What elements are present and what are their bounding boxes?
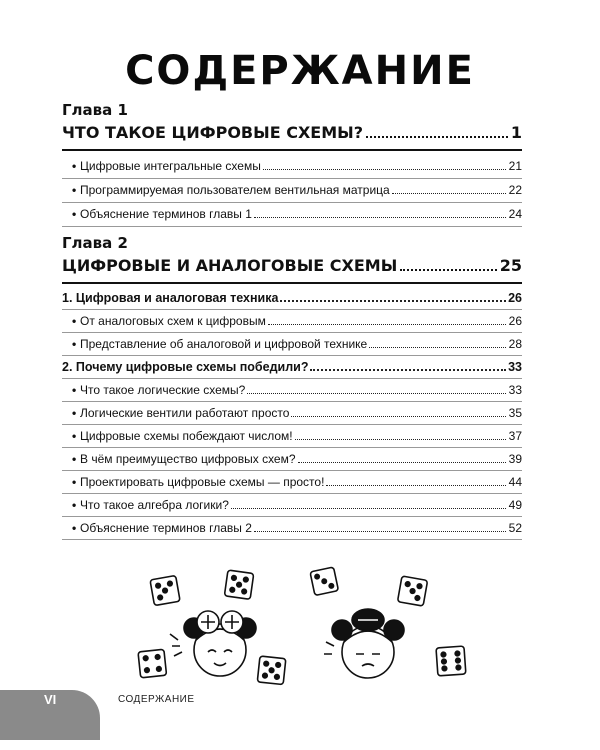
bullet: • <box>72 314 77 328</box>
page-title: СОДЕРЖАНИЕ <box>125 48 475 94</box>
chapter-2-title: ЦИФРОВЫЕ И АНАЛОГОВЫЕ СХЕМЫ <box>62 256 398 275</box>
dot-leader <box>247 392 506 394</box>
bullet: • <box>72 475 77 489</box>
toc-entry[interactable] <box>62 425 522 447</box>
separator <box>62 226 522 227</box>
die-icon <box>224 570 253 599</box>
die-icon <box>150 575 180 605</box>
toc-entry[interactable] <box>62 179 522 201</box>
dot-leader <box>295 438 506 440</box>
dot-leader <box>280 299 506 302</box>
die-icon <box>310 567 338 595</box>
entry-page: 26 <box>508 314 522 328</box>
bullet: • <box>72 337 77 351</box>
dice-girls-illustration <box>130 560 490 695</box>
dot-leader <box>310 368 506 371</box>
entry-page: 28 <box>508 337 522 351</box>
toc-entry[interactable] <box>62 155 522 177</box>
entry-title: В чём преимущество цифровых схем? <box>80 452 296 466</box>
toc-entry[interactable] <box>62 517 522 539</box>
entry-page: 33 <box>508 383 522 397</box>
toc-section-entry[interactable] <box>62 356 522 378</box>
die-icon <box>257 656 286 685</box>
toc-entry[interactable] <box>62 471 522 493</box>
entry-title: Логические вентили работают просто <box>80 406 290 420</box>
chapter-2-title-link[interactable] <box>62 253 522 279</box>
dot-leader <box>268 323 506 325</box>
entry-title: Проектировать цифровые схемы — просто! <box>80 475 325 489</box>
separator <box>62 539 522 540</box>
entry-title: Цифровые схемы побеждают числом! <box>80 429 293 443</box>
chapter-1-title-link[interactable] <box>62 120 522 146</box>
entry-title: Представление об аналоговой и цифровой технике <box>80 337 368 351</box>
toc-entry[interactable] <box>62 310 522 332</box>
chapter-1-page: 1 <box>510 123 522 142</box>
entry-title: 2. Почему цифровые схемы победили? <box>62 360 309 374</box>
page-number: VI <box>44 692 57 707</box>
dot-leader <box>392 192 506 194</box>
entry-page: 21 <box>508 159 522 173</box>
bullet: • <box>72 159 77 173</box>
chapter-2-page: 25 <box>499 256 522 275</box>
entry-page: 26 <box>508 291 522 305</box>
toc-entry[interactable] <box>62 448 522 470</box>
die-icon <box>436 646 466 676</box>
entry-title: Что такое логические схемы? <box>80 383 246 397</box>
dot-leader <box>291 415 506 417</box>
toc-entry[interactable] <box>62 494 522 516</box>
chapter-1-label: Глава 1 <box>62 101 128 119</box>
girl-1-icon <box>170 611 256 676</box>
chapter-2 <box>62 233 522 554</box>
entry-title: Объяснение терминов главы 2 <box>80 521 252 535</box>
entry-title: Цифровые интегральные схемы <box>80 159 261 173</box>
bullet: • <box>72 452 77 466</box>
dot-leader <box>400 268 496 271</box>
bullet: • <box>72 406 77 420</box>
entry-page: 35 <box>508 406 522 420</box>
toc-entry[interactable] <box>62 333 522 355</box>
entry-title: Что такое алгебра логики? <box>80 498 229 512</box>
bullet: • <box>72 183 77 197</box>
dot-leader <box>298 461 506 463</box>
bullet: • <box>72 207 77 221</box>
bullet: • <box>72 498 77 512</box>
entry-page: 22 <box>508 183 522 197</box>
dot-leader <box>369 346 506 348</box>
dot-leader <box>254 530 506 532</box>
entry-page: 33 <box>508 360 522 374</box>
entry-page: 44 <box>508 475 522 489</box>
entry-page: 24 <box>508 207 522 221</box>
chapter-1-title: ЧТО ТАКОЕ ЦИФРОВЫЕ СХЕМЫ? <box>62 123 363 142</box>
entry-title: От аналоговых схем к цифровым <box>80 314 266 328</box>
dot-leader <box>254 216 506 218</box>
entry-page: 39 <box>508 452 522 466</box>
bullet: • <box>72 521 77 535</box>
chapter-2-label: Глава 2 <box>62 234 128 252</box>
toc-entry[interactable] <box>62 402 522 424</box>
bullet: • <box>72 429 77 443</box>
entry-page: 37 <box>508 429 522 443</box>
entry-title: Программируемая пользователем вентильная матрица <box>80 183 390 197</box>
girl-2-icon <box>324 609 404 678</box>
dot-leader <box>326 484 506 486</box>
entry-page: 52 <box>508 521 522 535</box>
entry-page: 49 <box>508 498 522 512</box>
toc-entry[interactable] <box>62 379 522 401</box>
dot-leader <box>263 168 506 170</box>
toc-section-entry[interactable] <box>62 287 522 309</box>
dot-leader <box>366 135 508 138</box>
die-icon <box>138 649 167 678</box>
toc-entry[interactable] <box>62 203 522 225</box>
chapter-1 <box>62 100 522 231</box>
entry-title: Объяснение терминов главы 1 <box>80 207 252 221</box>
die-icon <box>397 576 427 606</box>
dot-leader <box>231 507 506 509</box>
bullet: • <box>72 383 77 397</box>
running-footer-label: СОДЕРЖАНИЕ <box>118 694 195 705</box>
entry-title: 1. Цифровая и аналоговая техника <box>62 291 279 305</box>
